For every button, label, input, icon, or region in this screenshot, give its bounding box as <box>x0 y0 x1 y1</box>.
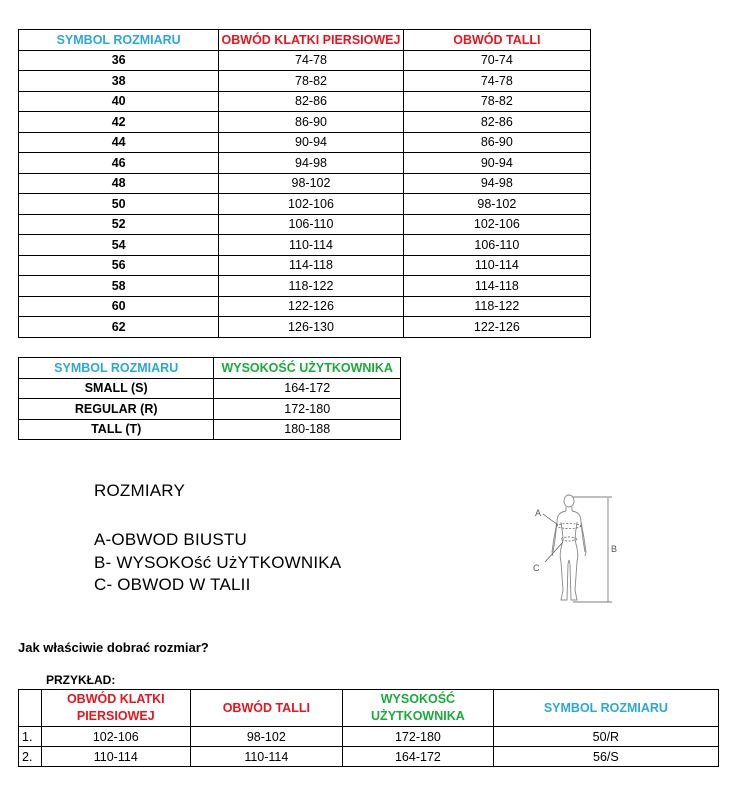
table-row <box>19 317 591 338</box>
chest-range: 78-82 <box>219 71 403 92</box>
size-table-header-symbol: SYMBOL ROZMIARU <box>19 30 219 51</box>
waist-range: 94-98 <box>403 173 590 194</box>
table-row <box>19 296 591 317</box>
example-table-header-row <box>19 690 719 727</box>
size-symbol: 52 <box>19 214 219 235</box>
waist-range: 86-90 <box>403 132 590 153</box>
example-chest: 110-114 <box>41 747 190 767</box>
table-row <box>19 399 401 420</box>
size-symbol: 54 <box>19 235 219 256</box>
example-height: 164-172 <box>343 747 494 767</box>
example-chest: 102-106 <box>41 727 190 747</box>
height-table-header-symbol: SYMBOL ROZMIARU <box>19 358 214 379</box>
chest-range: 98-102 <box>219 173 403 194</box>
example-label: PRZYKŁAD: <box>46 673 116 687</box>
waist-range: 74-78 <box>403 71 590 92</box>
figure-label-a: A <box>535 508 542 518</box>
table-row <box>19 50 591 71</box>
table-row <box>19 747 719 767</box>
chest-range: 94-98 <box>219 153 403 174</box>
height-range: 172-180 <box>214 399 401 420</box>
sizing-question: Jak właściwie dobrać rozmiar? <box>18 640 209 655</box>
height-range: 180-188 <box>214 419 401 440</box>
chest-range: 114-118 <box>219 255 403 276</box>
table-row <box>19 153 591 174</box>
waist-range: 98-102 <box>403 194 590 215</box>
size-symbol: 40 <box>19 91 219 112</box>
table-row <box>19 255 591 276</box>
waist-range: 70-74 <box>403 50 590 71</box>
height-table <box>18 357 401 440</box>
waist-range: 78-82 <box>403 91 590 112</box>
example-row-number: 1. <box>19 727 42 747</box>
table-row <box>19 235 591 256</box>
waist-range: 102-106 <box>403 214 590 235</box>
legend-line-b: B- WYSOKOść UżYTKOWNIKA <box>94 553 342 572</box>
table-row <box>19 71 591 92</box>
size-symbol: 48 <box>19 173 219 194</box>
waist-range: 122-126 <box>403 317 590 338</box>
chest-range: 110-114 <box>219 235 403 256</box>
figure-label-b: B <box>611 544 618 554</box>
example-row-number: 2. <box>19 747 42 767</box>
height-symbol: SMALL (S) <box>19 378 214 399</box>
chest-range: 82-86 <box>219 91 403 112</box>
example-header-chest: OBWÓD KLATKI PIERSIOWEJ <box>41 690 190 727</box>
height-symbol: TALL (T) <box>19 419 214 440</box>
body-measurement-figure <box>525 492 635 607</box>
example-header-height: WYSOKOŚĆ UŻYTKOWNIKA <box>343 690 494 727</box>
height-range: 164-172 <box>214 378 401 399</box>
table-row <box>19 91 591 112</box>
example-header-waist: OBWÓD TALLI <box>190 690 342 727</box>
legend-line-c: C- OBWOD W TALII <box>94 575 251 594</box>
size-symbol: 50 <box>19 194 219 215</box>
waist-range: 110-114 <box>403 255 590 276</box>
chest-range: 126-130 <box>219 317 403 338</box>
waist-range: 90-94 <box>403 153 590 174</box>
table-row <box>19 194 591 215</box>
figure-label-c: C <box>533 563 540 573</box>
table-row <box>19 378 401 399</box>
example-symbol: 56/S <box>493 747 718 767</box>
size-symbol: 38 <box>19 71 219 92</box>
waist-range: 106-110 <box>403 235 590 256</box>
waist-range: 114-118 <box>403 276 590 297</box>
example-table-header-index <box>19 690 42 727</box>
size-symbol: 44 <box>19 132 219 153</box>
table-row <box>19 276 591 297</box>
legend-line-a: A-OBWOD BIUSTU <box>94 530 247 549</box>
size-symbol: 62 <box>19 317 219 338</box>
chest-range: 122-126 <box>219 296 403 317</box>
table-row <box>19 173 591 194</box>
legend-title: ROZMIARY <box>94 481 186 500</box>
chest-range: 102-106 <box>219 194 403 215</box>
chest-range: 106-110 <box>219 214 403 235</box>
size-symbol: 58 <box>19 276 219 297</box>
chest-range: 74-78 <box>219 50 403 71</box>
size-symbol: 60 <box>19 296 219 317</box>
size-symbol: 42 <box>19 112 219 133</box>
example-header-symbol: SYMBOL ROZMIARU <box>493 690 718 727</box>
chest-range: 118-122 <box>219 276 403 297</box>
example-symbol: 50/R <box>493 727 718 747</box>
height-table-header-height: WYSOKOŚĆ UŻYTKOWNIKA <box>214 358 401 379</box>
size-symbol: 46 <box>19 153 219 174</box>
size-table-header-chest: OBWÓD KLATKI PIERSIOWEJ <box>219 30 403 51</box>
example-height: 172-180 <box>343 727 494 747</box>
height-symbol: REGULAR (R) <box>19 399 214 420</box>
body-silhouette-icon <box>552 495 586 600</box>
size-table-header-row <box>19 30 591 51</box>
example-waist: 110-114 <box>190 747 342 767</box>
example-table <box>18 689 719 767</box>
size-symbol: 36 <box>19 50 219 71</box>
height-table-header-row <box>19 358 401 379</box>
waist-range: 82-86 <box>403 112 590 133</box>
table-row <box>19 112 591 133</box>
table-row <box>19 214 591 235</box>
chest-range: 90-94 <box>219 132 403 153</box>
size-symbol: 56 <box>19 255 219 276</box>
table-row <box>19 132 591 153</box>
example-waist: 98-102 <box>190 727 342 747</box>
size-table-header-waist: OBWÓD TALLI <box>403 30 590 51</box>
table-row <box>19 727 719 747</box>
chest-range: 86-90 <box>219 112 403 133</box>
waist-range: 118-122 <box>403 296 590 317</box>
table-row <box>19 419 401 440</box>
size-table <box>18 29 591 338</box>
